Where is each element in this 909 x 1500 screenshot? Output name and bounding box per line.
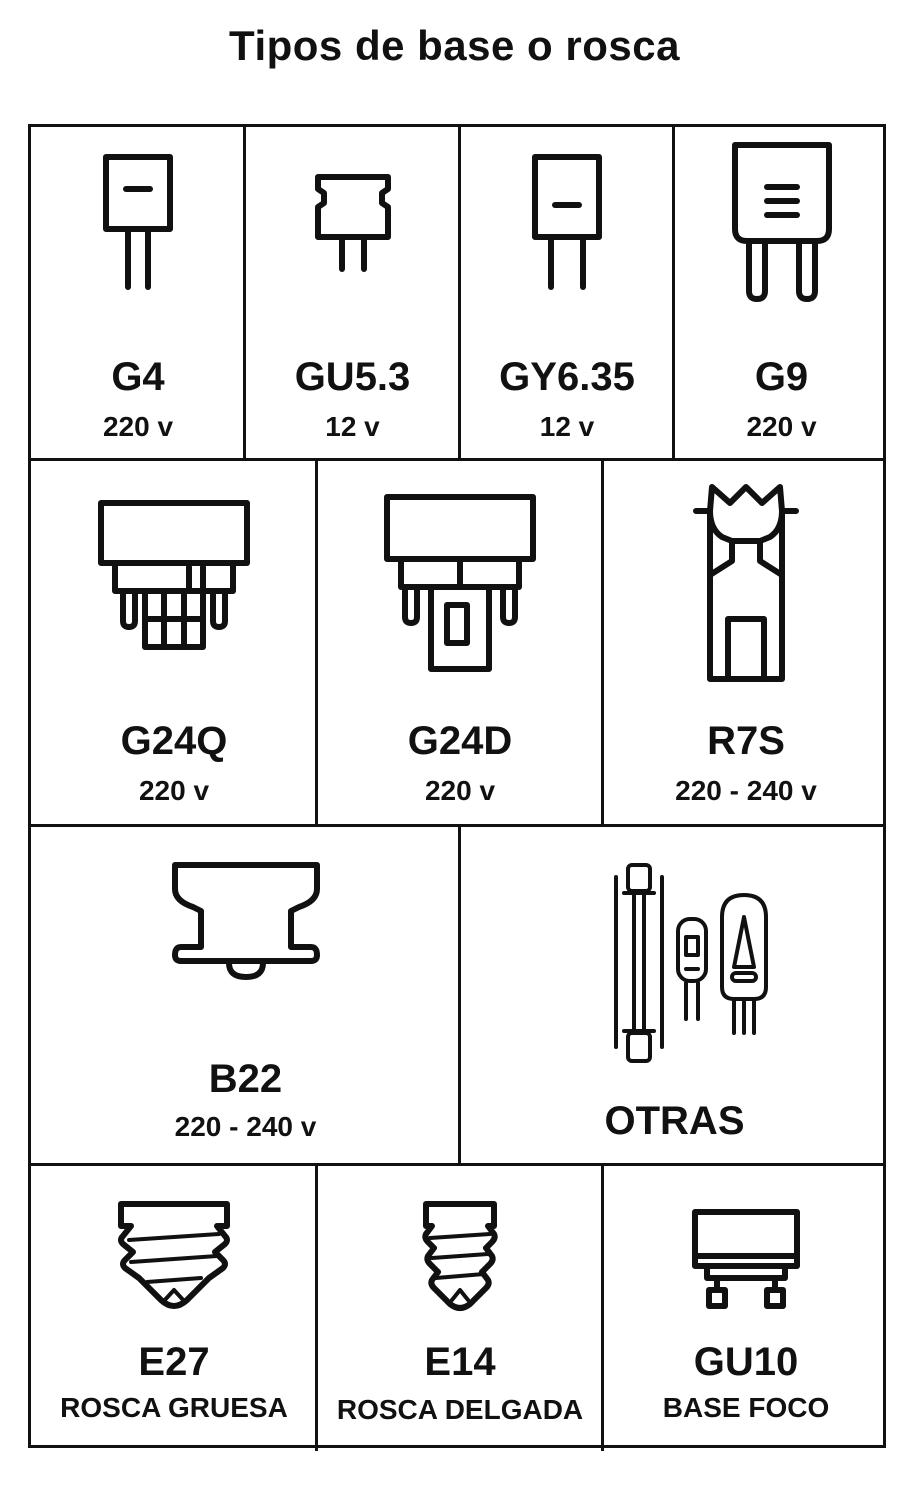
base-card-gy635 [460, 127, 674, 459]
g9-base-icon [674, 141, 889, 305]
other-bulbs-icon [610, 857, 780, 1067]
base-description: ROSCA GRUESA [60, 1392, 288, 1423]
base-card-otras [460, 825, 889, 1164]
gy635-base-icon [460, 153, 674, 293]
base-name: E14 [424, 1340, 496, 1384]
page-title: Tipos de base o rosca [229, 22, 680, 69]
base-name: E27 [138, 1340, 210, 1384]
g4-base-icon [31, 153, 245, 293]
e14-screw-icon [317, 1200, 603, 1316]
base-card-b22 [31, 825, 460, 1164]
base-name: GU10 [693, 1340, 799, 1384]
bases-grid [28, 124, 886, 1448]
base-card-g4 [31, 127, 245, 459]
base-name: GY6.35 [499, 355, 635, 399]
base-card-gu10 [603, 1164, 889, 1451]
gu53-base-icon [245, 173, 460, 273]
base-voltage: 220 v [424, 775, 496, 806]
base-description: BASE FOCO [662, 1392, 830, 1423]
base-card-e27 [31, 1164, 317, 1451]
base-name: G24Q [120, 719, 228, 763]
base-voltage: 220 - 240 v [174, 1111, 317, 1142]
base-name: R7S [707, 719, 785, 763]
base-card-g24q [31, 459, 317, 825]
base-name: GU5.3 [294, 355, 411, 399]
base-card-g24d [317, 459, 603, 825]
base-description: ROSCA DELGADA [336, 1394, 584, 1425]
base-voltage: 220 - 240 v [675, 775, 817, 806]
base-card-e14 [317, 1164, 603, 1451]
base-name: B22 [208, 1057, 283, 1101]
base-card-g9 [674, 127, 889, 459]
base-voltage: 12 v [539, 411, 595, 442]
base-name: G4 [111, 355, 165, 399]
base-voltage: 220 v [102, 411, 174, 442]
base-card-r7s [603, 459, 889, 825]
base-voltage: 12 v [325, 411, 380, 442]
r7s-base-icon [603, 481, 889, 691]
base-name: G9 [754, 355, 809, 399]
base-name: OTRAS [604, 1099, 745, 1143]
gu10-base-icon [603, 1208, 889, 1312]
e27-screw-icon [31, 1200, 317, 1316]
base-voltage: 220 v [746, 411, 817, 442]
base-card-gu53 [245, 127, 460, 459]
g24d-base-icon [317, 493, 603, 673]
g24q-base-icon [31, 499, 317, 651]
base-name: G24D [407, 719, 513, 763]
b22-base-icon [31, 861, 460, 989]
base-voltage: 220 v [138, 775, 210, 806]
